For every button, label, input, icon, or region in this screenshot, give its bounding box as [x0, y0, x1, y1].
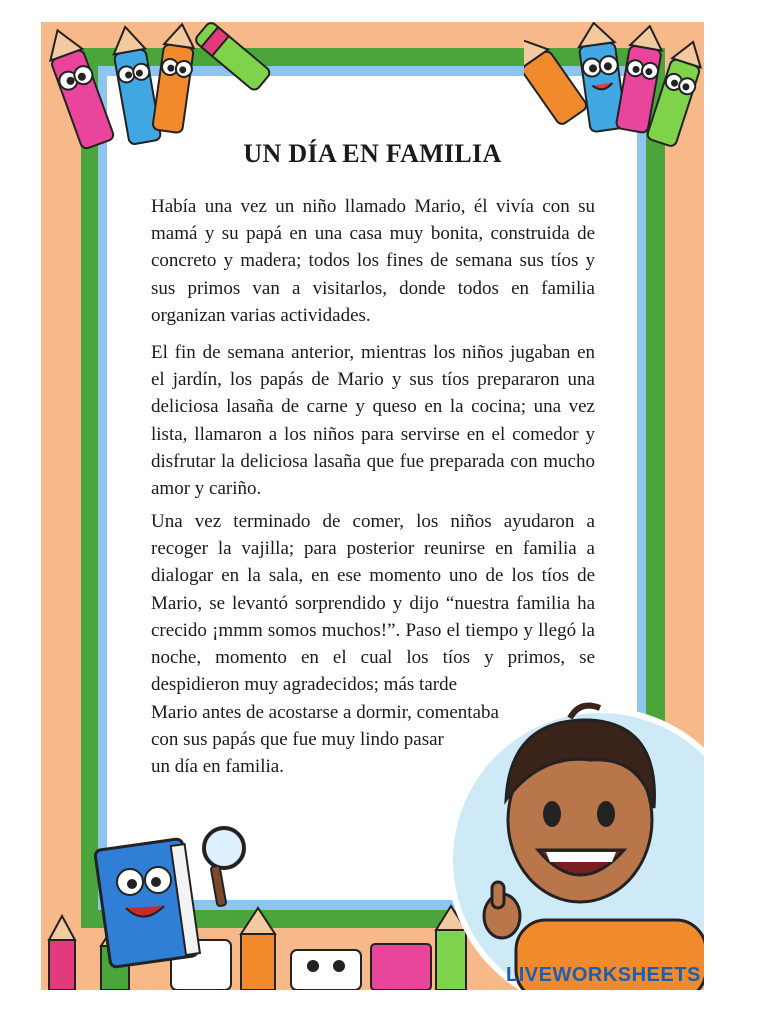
closing-line: con sus papás que fue muy lindo pasar	[151, 729, 444, 750]
paragraph-3	[151, 508, 595, 698]
paragraph-1	[151, 193, 595, 329]
paragraph-2	[151, 339, 595, 502]
closing-line: Mario antes de acostarse a dormir, comentaba	[151, 702, 499, 723]
paragraph-text: El fin de semana anterior, mientras los niños jugaban en el jardín, los papás de Mario y sus tíos prepararon una deliciosa lasaña de carne y queso en la cocina; una vez lista, llamaron a los niños para servirse en el comedor y disfrutar la deliciosa lasaña que fue preparada con mucho amor y cariño.	[151, 342, 595, 500]
paragraph-text: Una vez terminado de comer, los niños ayudaron a recoger la vajilla; para posterior reunirse en familia a dialogar en la sala, en ese momento uno de los tíos de Mario, se levantó sorprendido y dijo “nuestra familia ha crecido ¡mmm somos muchos!”. Paso el tiempo y llegó la noche, momento en el cual los tíos y primos, se despidieron muy agradecidos; más tarde	[151, 511, 595, 696]
page-title: UN DÍA EN FAMILIA	[243, 139, 502, 169]
crayon-characters-top-left-icon	[41, 22, 271, 152]
watermark-logo: LIVEWORKSHEETS	[506, 964, 701, 986]
paragraph-text: Había una vez un niño llamado Mario, él vivía con su mamá y su papá en una casa muy bonita, construida de concreto y madera; todos los fines de semana sus tíos y sus primos van a visitarlos, donde todos en familia organizan varias actividades.	[151, 196, 595, 326]
book-character-icon	[86, 820, 256, 970]
closing-line: un día en familia.	[151, 756, 284, 777]
crayon-characters-top-right-icon	[524, 22, 704, 152]
boy-thumbs-up-icon	[440, 690, 704, 990]
